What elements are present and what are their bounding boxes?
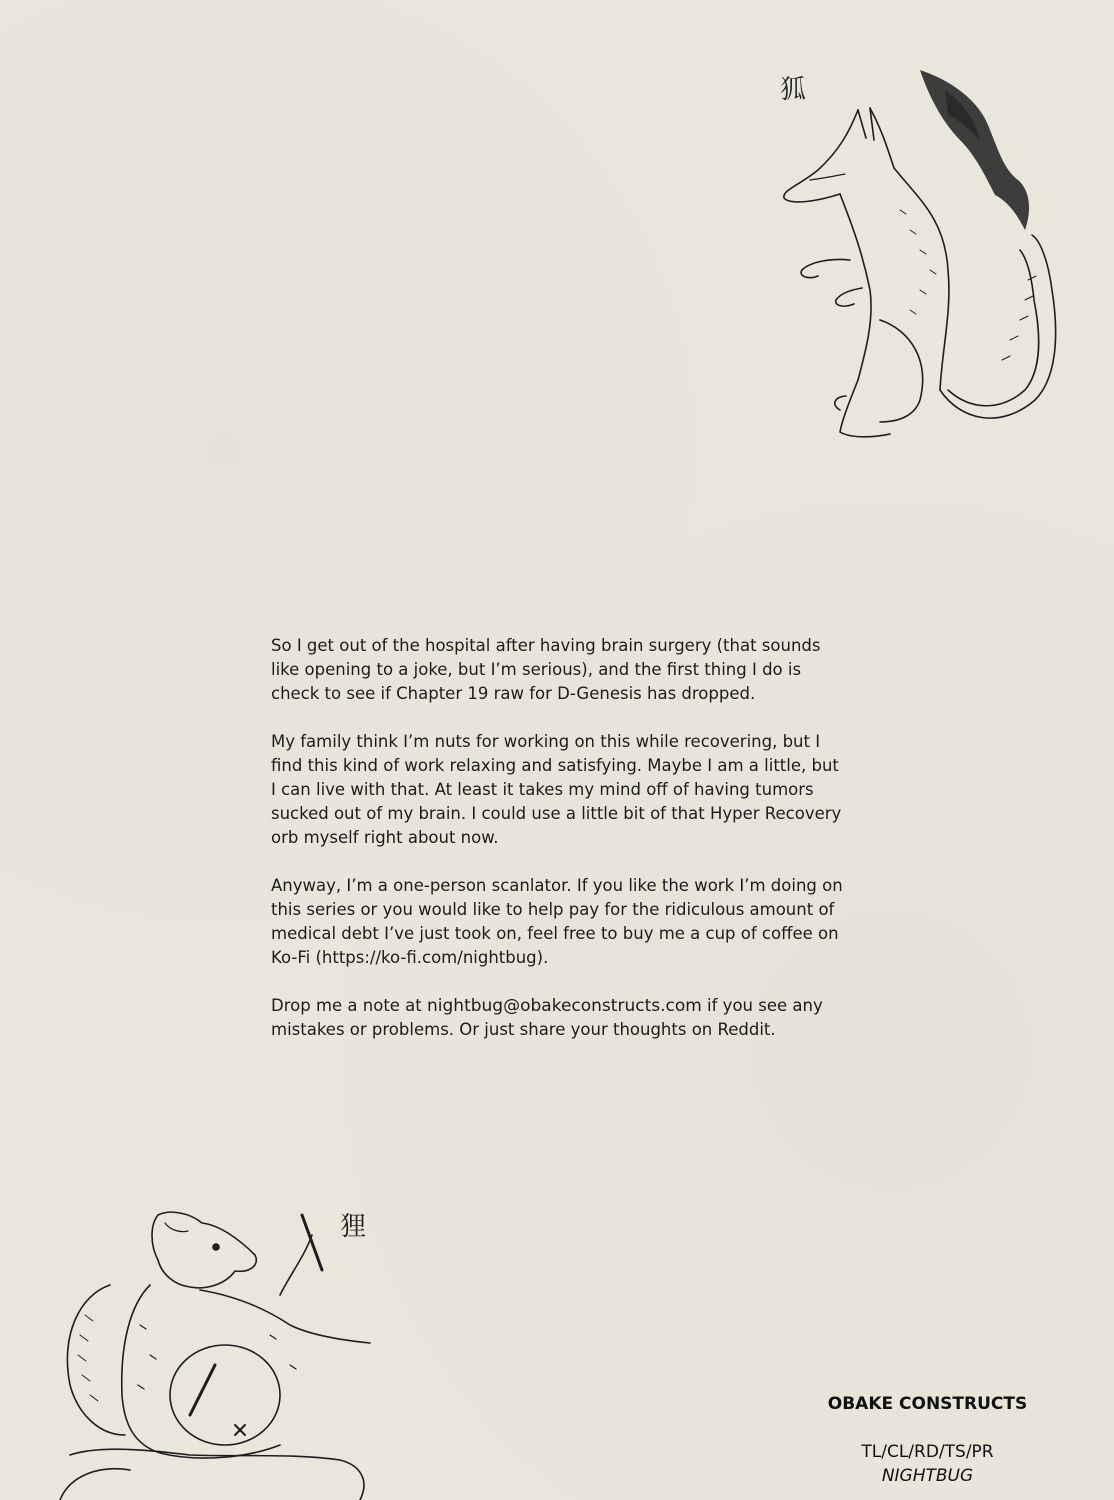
note-p4-after: if you see any mistakes or problems. Or just share your thoughts on Reddit. — [271, 996, 823, 1039]
note-paragraph-2: My family think I’m nuts for working on this while recovering, but I find this kind of work relaxing and satisfying. Maybe I am a little, but I can live with that. At least it takes my mind off of having tumors sucked out of my brain. I could use a little bit of that Hyper Recovery orb myself right about now. — [271, 732, 842, 847]
tanuki-illustration — [40, 1195, 400, 1500]
fox-illustration — [770, 60, 1070, 460]
translator-note — [271, 634, 851, 1066]
note-p4-before: Drop me a note at — [271, 996, 428, 1015]
note-paragraph-4 — [271, 994, 851, 1042]
credits — [815, 1392, 1040, 1488]
contact-email[interactable]: nightbug@obakeconstructs.com — [427, 996, 702, 1016]
credit-roles: TL/CL/RD/TS/PR — [861, 1442, 994, 1462]
group-name: OBAKE CONSTRUCTS — [827, 1394, 1028, 1414]
note-paragraph-3: Anyway, I’m a one-person scanlator. If you like the work I’m doing on this series or you would like to help pay for the ridiculous amount of medical debt I’ve just took on, feel free to buy me a cup of coffee on Ko-Fi (https://ko-fi.com/nightbug). — [271, 876, 843, 967]
fox-caption: 狐 — [780, 75, 807, 105]
tanuki-caption: 狸 — [340, 1212, 367, 1242]
note-paragraph-1: So I get out of the hospital after having brain surgery (that sounds like opening to a joke, but I’m serious), and the first thing I do is check to see if Chapter 19 raw for D-Genesis has dropped. — [271, 636, 821, 703]
credit-name: NIGHTBUG — [881, 1466, 974, 1486]
